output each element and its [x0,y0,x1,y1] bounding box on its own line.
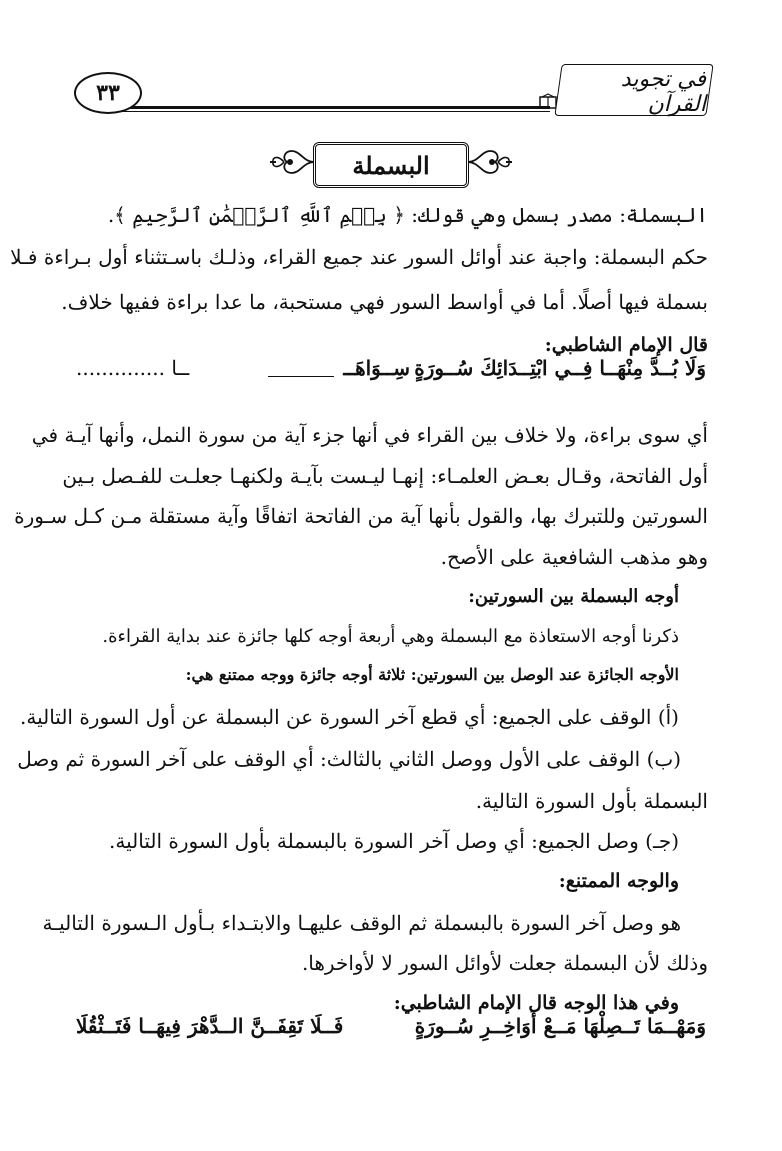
right-ornament-icon [466,141,512,183]
page-number-badge [74,72,142,114]
page-number: ٣٣ [96,80,120,106]
paragraph-istiadha: ذكرنا أوجه الاستعاذة مع البسملة وهي أربعة أوجه كلها جائزة عند بداية القراءة. [102,626,679,647]
left-ornament-icon [270,141,316,183]
paragraph-explanation-line2: أول الفاتحة، وقـال بعـض العلمـاء: إنهـا ليـست بآيـة ولكنهـا جعلـت للفـصل بـين [62,464,708,488]
shatibi-intro-2: وفي هذا الوجه قال الإمام الشاطبي: [393,992,679,1014]
book-title: في تجويد القرآن [620,67,706,117]
header-rule-thin [100,111,550,112]
verse1-second-tail: ــا .............. [76,356,190,380]
verse2-second-hemistich: فَــلَا تَقِفَــنَّ الــدَّهْرَ فِيهَــا فَتَــثْقُلَا [76,1014,344,1038]
header-rule [100,106,550,109]
item-c: (جـ) وصل الجميع: أي وصل آخر السورة بالبسملة بأول السورة التالية. [109,829,679,853]
item-a: (أ) الوقف على الجميع: أي قطع آخر السورة عن البسملة عن أول السورة التالية. [19,705,679,729]
subheading-permitted: الأوجه الجائزة عند الوصل بين السورتين: ثلاثة أوجه جائزة ووجه ممتنع هي: [185,665,679,684]
verse2-first-hemistich: وَمَهْــمَا تَــصِلْهَا مَــعْ أَوَاخِــرِ سُــورَةٍ [414,1014,706,1038]
verse1-tatweel [268,376,334,377]
paragraph-ruling-line2: بسملة فيها أصلًا. أما في أواسط السور فهي مستحبة، ما عدا براءة ففيها خلاف. [61,290,708,314]
paragraph-explanation-line4: وهو مذهب الشافعية على الأصح. [440,545,708,569]
section-heading: البسملة [313,142,469,188]
paragraph-explanation-line1: أي سوى براءة، ولا خلاف بين القراء في أنها جزء آية من سورة النمل، وأنها آيـة في [31,423,708,447]
shatibi-intro-1: قال الإمام الشاطبي: [544,334,708,356]
item-b-line1: (ب) الوقف على الأول ووصل الثاني بالثالث: أي الوقف على آخر السورة ثم وصل [17,747,681,771]
item-b-line2: البسملة بأول السورة التالية. [475,789,708,813]
paragraph-definition: البسملة: مصدر بسمل وهي قولك: ﴿ بِسۡمِ ٱللَّهِ ٱلرَّحۡمَٰنِ ٱلرَّحِيمِ ﴾. [107,203,708,227]
subheading-forbidden: والوجه الممتنع: [558,870,679,892]
verse1-second-word: سِــوَاهَــ [343,356,410,380]
paragraph-ruling-line1: حكم البسملة: واجبة عند أوائل السور عند جميع القراء، وذلـك باسـتثناء أول بـراءة فـلا [10,245,708,269]
subheading-between-surahs: أوجه البسملة بين السورتين: [468,586,679,607]
verse1-first-hemistich: وَلَا بُــدَّ مِنْهَــا فِــي ابْتِــدَائِكَ سُــورَةٍ [414,356,706,380]
paragraph-forbidden-line1: هو وصل آخر السورة بالبسملة ثم الوقف عليهـا والابتـداء بـأول الـسورة التاليـة [42,911,681,935]
paragraph-forbidden-line2: وذلك لأن البسملة جعلت لأوائل السور لا لأواخرها. [301,951,708,975]
paragraph-explanation-line3: السورتين وللتبرك بها، والقول بأنها آية من الفاتحة اتفاقًا وآية مستقلة مـن كـل سـورة [14,504,708,528]
